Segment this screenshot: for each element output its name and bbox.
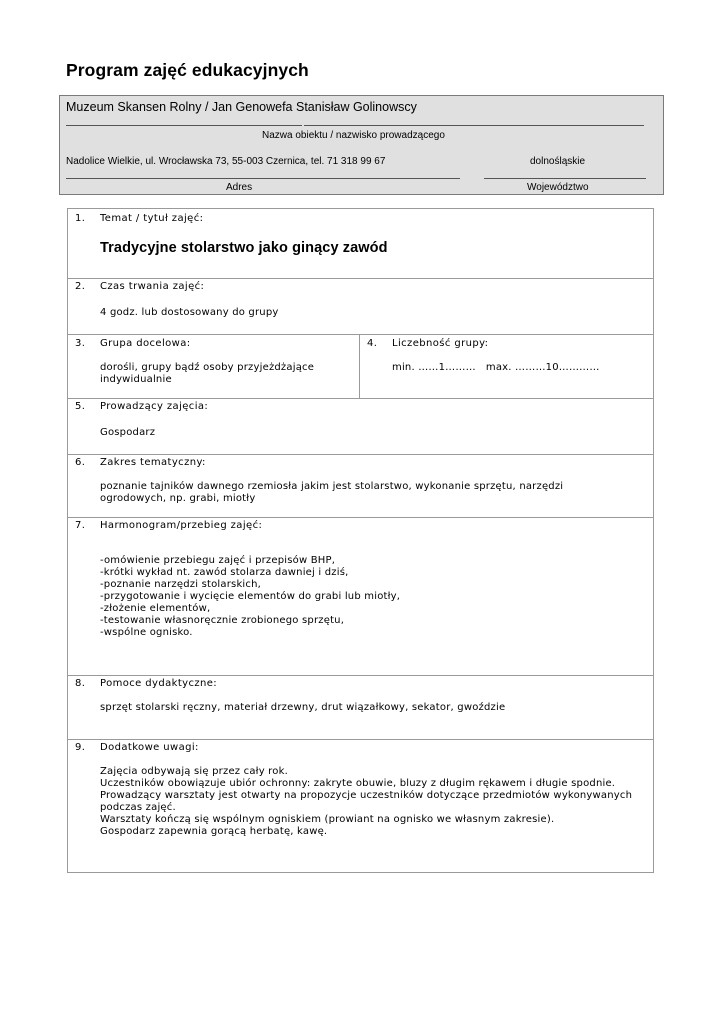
section-label: Liczebność grupy: xyxy=(392,338,489,349)
section-duration xyxy=(68,279,653,335)
section-number: 9. xyxy=(75,742,86,753)
section-number: 2. xyxy=(75,281,86,292)
section-notes xyxy=(68,740,653,872)
section-number: 3. xyxy=(75,338,86,349)
section-group-size xyxy=(360,335,653,398)
region-value: dolnośląskie xyxy=(530,156,586,167)
region-caption: Województwo xyxy=(527,182,589,193)
address-value: Nadolice Wielkie, ul. Wrocławska 73, 55-003 Czernica, tel. 71 318 99 67 xyxy=(66,156,386,167)
section-instructor xyxy=(68,399,653,455)
section-label: Pomoce dydaktyczne: xyxy=(100,678,218,689)
section-label: Harmonogram/przebieg zajęć: xyxy=(100,520,263,531)
address-underline xyxy=(66,178,460,179)
section-group-row xyxy=(68,335,653,399)
header-box xyxy=(59,95,664,195)
section-target-group xyxy=(68,335,360,398)
section-topic xyxy=(68,209,653,279)
section-schedule xyxy=(68,518,653,676)
group-size-value: min. ……1……… max. ………10………… xyxy=(392,362,600,373)
section-label: Grupa docelowa: xyxy=(100,338,191,349)
section-label: Temat / tytuł zajęć: xyxy=(100,213,204,224)
scope-value: poznanie tajników dawnego rzemiosła jakim jest stolarstwo, wykonanie sprzętu, narzędzi ogrodowych, np. grabi, miotły xyxy=(100,481,564,504)
notes-value: Zajęcia odbywają się przez cały rok. Uczestników obowiązuje ubiór ochronny: zakryte obuwie, bluzy z długim rękawem i długie spodnie. Prowadzący warsztaty jest otwarty na propozycje uczestników dotyczące przedmiotów wykonywanych podczas zajęć. Warsztaty kończą się wspólnym ogniskiem (prowiant na ognisko we własnym zakresie). Gospodarz zapewnia gorącą herbatę, kawę. xyxy=(100,766,633,837)
address-caption: Adres xyxy=(226,182,253,193)
section-number: 8. xyxy=(75,678,86,689)
region-underline xyxy=(484,178,646,179)
section-number: 1. xyxy=(75,213,86,224)
section-teaching-aids xyxy=(68,676,653,740)
section-label: Dodatkowe uwagi: xyxy=(100,742,199,753)
section-number: 6. xyxy=(75,457,86,468)
instructor-value: Gospodarz xyxy=(100,427,156,438)
schedule-value: -omówienie przebiegu zajęć i przepisów BHP, -krótki wykład nt. zawód stolarza dawniej i dziś, -poznanie narzędzi stolarskich, -przygotowanie i wycięcie elementów do grabi lub miotły, -złożenie elementów, -testowanie własnoręcznie zrobionego sprzętu, -wspólne ognisko. xyxy=(100,555,401,638)
page-title: Program zajęć edukacyjnych xyxy=(66,60,309,80)
section-number: 5. xyxy=(75,401,86,412)
organizer-underline-2 xyxy=(304,125,644,126)
organizer-underline xyxy=(66,125,302,126)
section-label: Zakres tematyczny: xyxy=(100,457,206,468)
section-scope xyxy=(68,455,653,518)
duration-value: 4 godz. lub dostosowany do grupy xyxy=(100,307,279,318)
teaching-aids-value: sprzęt stolarski ręczny, materiał drzewny, drut wiązałkowy, sekator, gwoździe xyxy=(100,702,506,713)
section-number: 7. xyxy=(75,520,86,531)
topic-value: Tradycyjne stolarstwo jako ginący zawód xyxy=(100,240,388,256)
target-group-value: dorośli, grupy bądź osoby przyjeżdżające indywidualnie xyxy=(100,362,315,385)
section-label: Czas trwania zajęć: xyxy=(100,281,205,292)
section-number: 4. xyxy=(367,338,378,349)
organizer-name: Muzeum Skansen Rolny / Jan Genowefa Stanisław Golinowscy xyxy=(66,100,417,114)
organizer-caption: Nazwa obiektu / nazwisko prowadzącego xyxy=(262,130,445,141)
program-form xyxy=(67,208,654,873)
section-label: Prowadzący zajęcia: xyxy=(100,401,209,412)
